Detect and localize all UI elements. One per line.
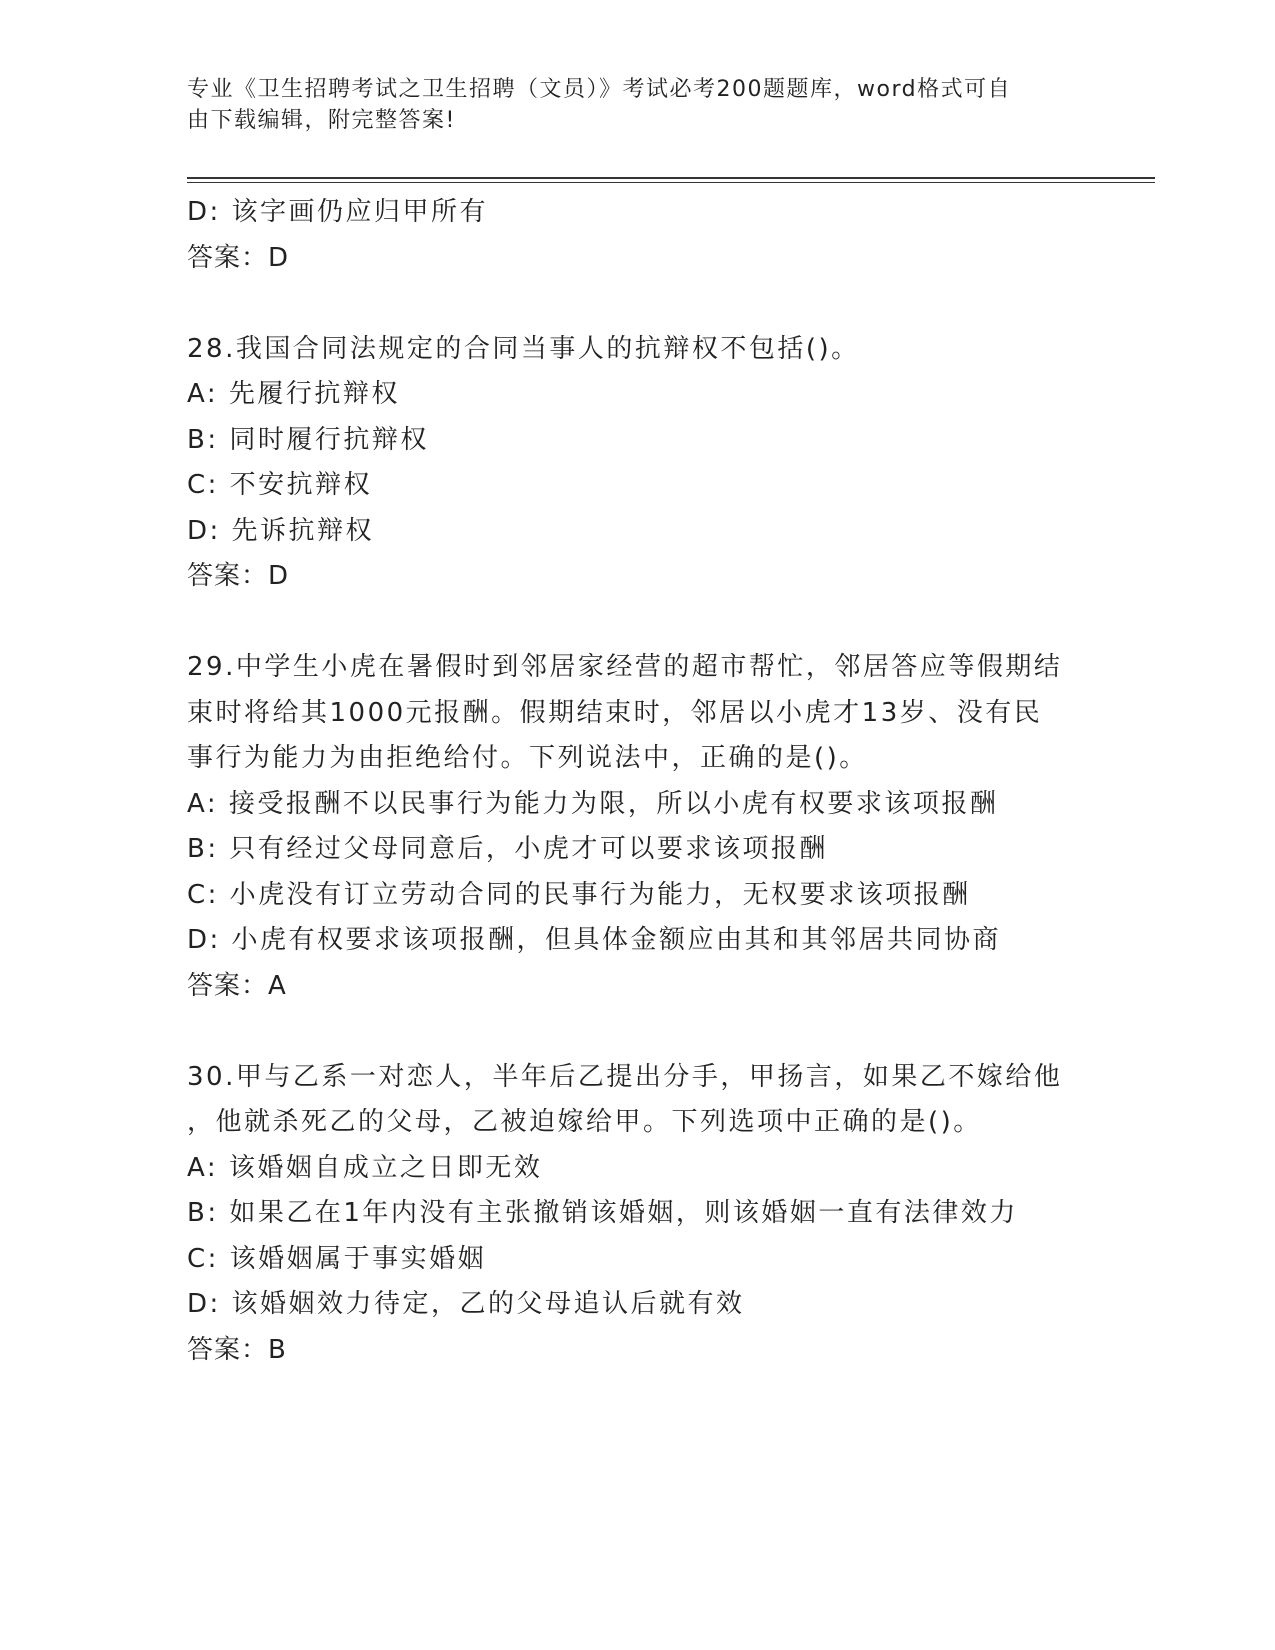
question-text-line-3: 事行为能力为由拒绝给付。下列说法中，正确的是()。 xyxy=(187,743,868,773)
question-text-line-1: 30.甲与乙系一对恋人，半年后乙提出分手，甲扬言，如果乙不嫁给他 xyxy=(187,1061,1063,1092)
option-c: C: 该婚姻属于事实婚姻 xyxy=(187,1243,487,1274)
option-a: A: 先履行抗辩权 xyxy=(187,379,400,409)
question-block-27-tail xyxy=(187,190,1087,281)
answer-line: 答案：D xyxy=(187,242,290,273)
option-b: B: 同时履行抗辩权 xyxy=(187,424,429,455)
header-divider-thick xyxy=(187,177,1155,179)
option-a: A: 该婚姻自成立之日即无效 xyxy=(187,1152,543,1183)
option-d: D: 该婚姻效力待定，乙的父母追认后就有效 xyxy=(187,1289,745,1319)
question-text-line-2: ，他就杀死乙的父母，乙被迫嫁给甲。下列选项中正确的是()。 xyxy=(187,1107,982,1137)
option-a: A: 接受报酬不以民事行为能力为限，所以小虎有权要求该项报酬 xyxy=(187,788,999,819)
question-text: 28.我国合同法规定的合同当事人的抗辩权不包括()。 xyxy=(187,333,860,364)
header-divider-thin xyxy=(187,182,1155,183)
block-spacer xyxy=(187,1009,1087,1055)
block-spacer xyxy=(187,600,1087,646)
header-line-1: 专业《卫生招聘考试之卫生招聘（文员）》考试必考200题题库，word格式可自 xyxy=(187,77,1012,102)
question-list xyxy=(187,190,1087,1373)
option-c: C: 小虎没有订立劳动合同的民事行为能力，无权要求该项报酬 xyxy=(187,879,971,910)
block-spacer xyxy=(187,281,1087,327)
option-d: D: 先诉抗辩权 xyxy=(187,515,375,546)
question-block-28 xyxy=(187,327,1087,600)
answer-line: 答案：A xyxy=(187,970,287,1001)
question-block-30 xyxy=(187,1055,1087,1374)
header-line-2: 由下载编辑，附完整答案! xyxy=(187,108,456,133)
answer-line: 答案：D xyxy=(187,561,290,591)
option-b: B: 只有经过父母同意后，小虎才可以要求该项报酬 xyxy=(187,834,828,864)
option-d: D: 该字画仍应归甲所有 xyxy=(187,197,489,227)
option-c: C: 不安抗辩权 xyxy=(187,470,373,500)
question-text-line-2: 束时将给其1000元报酬。假期结束时，邻居以小虎才13岁、没有民 xyxy=(187,697,1043,728)
question-block-29 xyxy=(187,645,1087,1009)
option-b: B: 如果乙在1年内没有主张撤销该婚姻，则该婚姻一直有法律效力 xyxy=(187,1198,1018,1228)
answer-line: 答案：B xyxy=(187,1334,287,1365)
page-header xyxy=(187,74,1067,136)
option-d: D: 小虎有权要求该项报酬，但具体金额应由其和其邻居共同协商 xyxy=(187,925,1002,955)
question-text-line-1: 29.中学生小虎在暑假时到邻居家经营的超市帮忙，邻居答应等假期结 xyxy=(187,652,1063,682)
